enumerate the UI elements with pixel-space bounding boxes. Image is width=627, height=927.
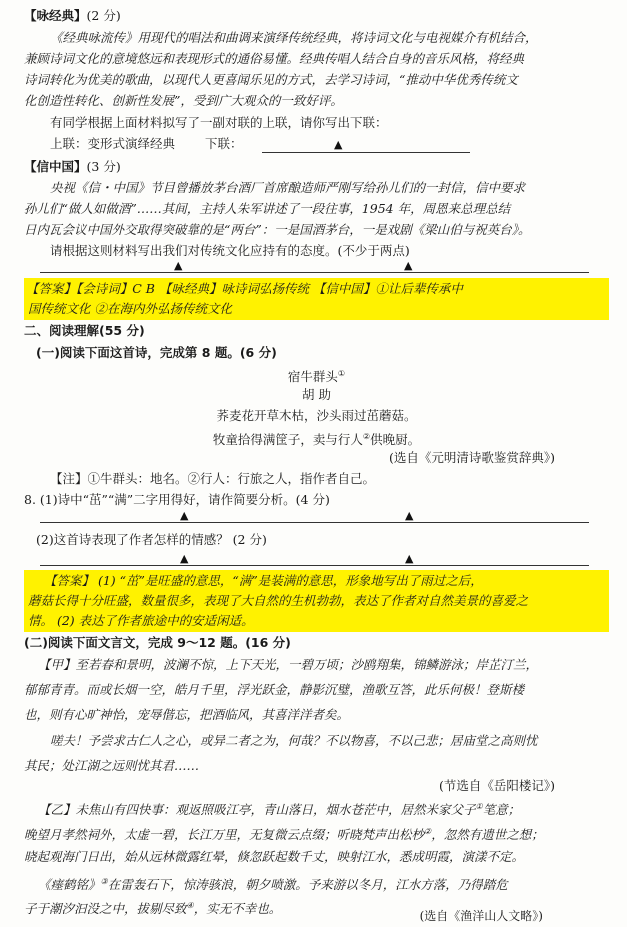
poem-source: (选自《元明清诗歌鉴赏辞典》) (388, 450, 555, 465)
yongjingdian-line-1: 《经典咏流传》用现代的唱法和曲调来演绎传统经典，将诗词文化与电视媒介有机结合， (50, 30, 538, 45)
yi-line-2 (24, 822, 609, 845)
xinzhongguo-prompt: 请根据这则材料写出我们对传统文化应持有的态度。(不少于两点) (50, 243, 410, 258)
poem-line-2-b: 供晚厨。 (370, 432, 421, 448)
yi-line-2-tail: ，忽然有遗世之想； (431, 827, 544, 843)
xinzhongguo-heading (24, 157, 609, 177)
yi-line-1-text: 【乙】未焦山有四快事：观返照吸江亭，青山落日，烟水苍茫中，居然米家父子 (38, 802, 476, 818)
answer-marker-triangle-icon: ▲ (405, 509, 414, 522)
yongjingdian-line-3: 诗词转化为优美的歌曲，以现代人更喜闻乐见的方式，去学习诗词，“推动中华优秀传统文 (24, 72, 518, 87)
answer-marker-triangle-icon: ▲ (174, 259, 183, 272)
answer-marker-triangle-icon: ▲ (180, 509, 189, 522)
xinzhongguo-line-2: 孙儿们“做人如做酒”……其间，主持人朱军讲述了一段往事，1954 年，周恩来总理总结 (24, 201, 511, 216)
jia-line-2: 郁郁青青。而或长烟一空，皓月千里，浮光跃金，静影沉璧，渔歌互答，此乐何极！登斯楼 (24, 682, 525, 697)
yi-line-4 (24, 872, 609, 895)
xialian-label: 下联： (205, 136, 243, 151)
xinzhongguo-line-1: 央视《信・中国》节目曾播放茅台酒厂首席酿造师严刚写给孙儿们的一封信，信中要求 (50, 180, 526, 195)
yi-line-5-tail: ，实无不幸也。 (193, 901, 282, 917)
yongjingdian-prompt: 有同学根据上面材料拟写了一副对联的上联，请你写出下联： (50, 115, 388, 130)
poem-note: 【注】①牛群头：地名。②行人：行旅之人，指作者自己。 (50, 471, 376, 486)
jia-line-3: 也，则有心旷神怡，宠辱偕忘，把酒临风，其喜洋洋者矣。 (24, 707, 350, 722)
yi-line-2-text: 晚望月孝然祠外，太虚一碧，长江万里，无复微云点缀；听晓梵声出松杪 (24, 827, 425, 843)
answer-marker-triangle-icon: ▲ (405, 552, 414, 565)
xinzhongguo-title: 【信中国】 (24, 159, 87, 174)
yongjingdian-points: (2 分) (86, 8, 121, 23)
part1-title: (一)阅读下面这首诗，完成第 8 题。(6 分) (36, 345, 277, 360)
poem-author: 胡 助 (302, 387, 331, 402)
yongjingdian-title: 【咏经典】 (24, 8, 87, 23)
yi-line-2-note: ② (424, 827, 432, 836)
couplet-row (24, 134, 609, 154)
yi-line-4-text: 《瘗鹤铭》 (38, 877, 101, 893)
yi-line-1 (24, 797, 609, 820)
answer-marker-triangle-icon: ▲ (180, 552, 189, 565)
q8-part2-answer-line[interactable] (40, 565, 589, 566)
answer1-line-1: 【答案】【会诗词】C B 【咏经典】咏诗词弘扬传统 【信中国】①让后辈传承中 (26, 281, 463, 296)
answer2-line-3: 情。 (2) 表达了作者旅途中的安适闲适。 (28, 613, 254, 628)
yi-line-1-tail: 笔意； (482, 802, 521, 818)
shanglian: 上联：变形式演绎经典 (50, 136, 176, 151)
answer1-line-2: 国传统文化 ②在海内外弘扬传统文化 (28, 301, 232, 316)
yi-source: (选自《渔洋山人文略》) (419, 909, 543, 923)
poem-line-2-note: ② (362, 432, 371, 441)
yongjingdian-line-4: 化创造性转化、创新性发展”，受到广大观众的一致好评。 (24, 93, 343, 108)
q8-part1: 8. (1)诗中“茁”“满”二字用得好，请作简要分析。(4 分) (24, 492, 330, 507)
yi-line-4-note: ③ (100, 877, 108, 886)
poem-line-2-a: 牧童拾得满筐子，卖与行人 (212, 432, 363, 448)
answer-marker-triangle-icon: ▲ (334, 138, 343, 151)
poem-line-1: 荞麦花开草木枯，沙头雨过茁蘑菇。 (216, 408, 417, 423)
yongjingdian-line-2: 兼顾诗词文化的意境悠远和表现形式的通俗易懂。经典传唱人结合自身的音乐风格，将经典 (24, 51, 525, 66)
xialian-answer-line[interactable] (262, 152, 470, 153)
yi-line-1-note: ① (475, 802, 483, 811)
yi-line-5-text: 子于潮汐汩没之中，拔剔尽致 (24, 901, 187, 917)
poem-line-2 (24, 427, 609, 450)
jia-line-5: 其民；处江湖之远则忧其君…… (24, 758, 200, 773)
xinzhongguo-line-3: 日内瓦会议中国外交取得突破靠的是“两台”：一是国酒茅台，一是戏剧《梁山伯与祝英台》。 (24, 222, 531, 237)
q8-part2: (2)这首诗表现了作者怎样的情感？ (2 分) (36, 532, 267, 547)
jia-line-4: 嗟夫！予尝求古仁人之心，或异二者之为，何哉？不以物喜，不以己悲；居庙堂之高则忧 (50, 733, 538, 748)
poem-title-note: ① (337, 369, 346, 378)
xinzhongguo-answer-line[interactable] (40, 272, 589, 273)
answer2-line-2: 蘑菇长得十分旺盛，数量很多，表现了大自然的生机勃勃，表达了作者对自然美景的喜爱之 (28, 593, 529, 608)
yi-line-5-note: ④ (186, 901, 194, 910)
xinzhongguo-points: (3 分) (86, 159, 121, 174)
answer-marker-triangle-icon: ▲ (404, 259, 413, 272)
yongjingdian-heading (24, 6, 609, 26)
poem-title-row (24, 364, 609, 387)
yi-line-3: 晓起观海门日出，始从远林微露红晕，倏忽跃起数千丈，映射江水，悉成明霞，演漾不定。 (24, 849, 525, 864)
poem-title: 宿牛群头 (287, 369, 338, 385)
jia-source: (节选自《岳阳楼记》) (438, 778, 555, 793)
yi-line-4-tail: 在雷轰石下，惊涛骇浪，朝夕喷激。予来游以冬月，江水方落，乃得踏危 (107, 877, 508, 893)
jia-line-1: 【甲】至若春和景明，波澜不惊，上下天光，一碧万顷；沙鸥翔集，锦鳞游泳；岸芷汀兰， (38, 657, 539, 672)
section2-title: 二、阅读理解(55 分) (24, 323, 145, 338)
answer2-line-1: 【答案】 (1) “茁”是旺盛的意思，“满”是装满的意思，形象地写出了雨过之后， (44, 573, 483, 588)
q8-part1-answer-line[interactable] (40, 522, 589, 523)
part2-title: (二)阅读下面文言文，完成 9～12 题。(16 分) (24, 635, 291, 650)
